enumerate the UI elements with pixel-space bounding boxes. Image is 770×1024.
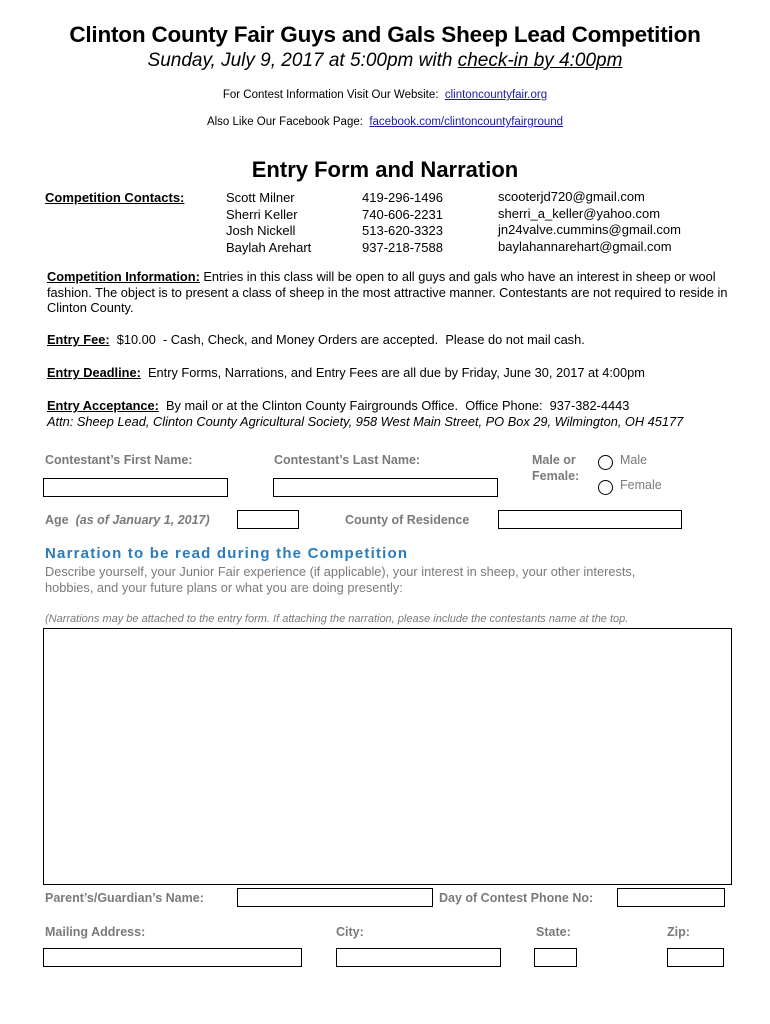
entry-attn: Attn: Sheep Lead, Clinton County Agricultural Society, 958 West Main Street, PO Box 29, Wilmington, OH 45177	[47, 414, 684, 429]
contact-email: baylahannarehart@gmail.com	[498, 238, 672, 254]
checkin-time: check-in by 4:00pm	[457, 50, 623, 71]
entry-acceptance	[47, 398, 737, 414]
page-title: Clinton County Fair Guys and Gals Sheep Lead Competition	[69, 22, 701, 47]
city-field[interactable]	[336, 948, 501, 967]
website-line	[0, 89, 770, 101]
last-name-label: Contestant’s Last Name:	[274, 453, 421, 467]
contacts-label: Competition Contacts:	[45, 190, 185, 205]
first-name-field[interactable]	[43, 478, 228, 497]
zip-label: Zip:	[667, 925, 690, 939]
contact-name: Baylah Arehart	[226, 239, 312, 255]
competition-info	[47, 269, 737, 316]
state-field[interactable]	[534, 948, 577, 967]
county-field[interactable]	[498, 510, 682, 529]
narration-textarea[interactable]	[43, 628, 732, 885]
entry-fee	[47, 332, 737, 348]
guardian-label: Parent’s/Guardian’s Name:	[45, 891, 204, 905]
contact-phone: 937-218-7588	[362, 239, 443, 255]
contact-emails	[498, 189, 681, 255]
county-label: County of Residence	[345, 513, 470, 527]
first-name-label: Contestant’s First Name:	[45, 453, 193, 467]
age-label	[45, 513, 210, 527]
age-note: (as of January 1, 2017)	[75, 513, 210, 527]
last-name-field[interactable]	[273, 478, 498, 497]
facebook-label: Also Like Our Facebook Page:	[206, 116, 363, 128]
entry-acceptance-label: Entry Acceptance:	[47, 398, 159, 413]
zip-field[interactable]	[667, 948, 724, 967]
age-field[interactable]	[237, 510, 299, 529]
address-label: Mailing Address:	[45, 925, 146, 939]
contact-phone: 740-606-2231	[362, 206, 443, 222]
contact-email: scooterjd720@gmail.com	[498, 189, 645, 204]
form-heading: Entry Form and Narration	[251, 157, 519, 182]
entry-acceptance-text: By mail or at the Clinton County Fairgrounds Office. Office Phone: 937-382-4443	[158, 398, 630, 413]
contact-name: Sherri Keller	[226, 206, 298, 222]
contact-phones	[362, 190, 443, 256]
entry-deadline-text: Entry Forms, Narrations, and Entry Fees are all due by Friday, June 30, 2017 at 4:00pm	[140, 365, 645, 380]
contest-phone-field[interactable]	[617, 888, 725, 907]
narration-description: Describe yourself, your Junior Fair experience (if applicable), your interest in sheep, your other interests, hobbies, and your future plans or what you are doing presently:	[45, 564, 636, 595]
female-radio[interactable]	[598, 480, 613, 495]
contact-name: Scott Milner	[226, 190, 295, 205]
contact-phone: 513-620-3323	[362, 223, 443, 238]
event-date-text: Sunday, July 9, 2017 at 5:00pm with	[147, 50, 458, 71]
guardian-field[interactable]	[237, 888, 433, 907]
contact-email: sherri_a_keller@yahoo.com	[498, 205, 661, 221]
contact-name: Josh Nickell	[226, 223, 296, 238]
address-field[interactable]	[43, 948, 302, 967]
website-link[interactable]: clintoncountyfair.org	[444, 89, 548, 101]
entry-deadline-label: Entry Deadline:	[47, 365, 141, 380]
male-radio[interactable]	[598, 455, 613, 470]
city-label: City:	[336, 925, 364, 939]
entry-deadline	[47, 365, 737, 381]
contact-phone: 419-296-1496	[362, 190, 443, 205]
website-label: For Contest Information Visit Our Website:	[222, 89, 439, 101]
age-label-text: Age	[45, 513, 69, 527]
male-radio-label: Male	[620, 453, 648, 467]
state-label: State:	[536, 925, 571, 939]
entry-fee-text: $10.00 - Cash, Check, and Money Orders are accepted. Please do not mail cash.	[109, 332, 585, 347]
contest-phone-label: Day of Contest Phone No:	[439, 891, 594, 905]
contact-names	[226, 190, 311, 256]
female-radio-label: Female	[620, 478, 662, 492]
facebook-line	[0, 116, 770, 128]
male-or-label: Male or	[532, 453, 576, 467]
facebook-link[interactable]: facebook.com/clintoncountyfairground	[369, 116, 564, 128]
female-colon-label: Female:	[532, 469, 580, 483]
competition-info-text: Entries in this class will be open to all guys and gals who have an interest in sheep or wool fashion. The object is to present a class of sheep in the most attractive manner. Contestants are not required to reside in Clinton County.	[47, 269, 728, 315]
contact-email: jn24valve.cummins@gmail.com	[498, 222, 681, 237]
entry-fee-label: Entry Fee:	[47, 332, 110, 347]
narration-heading: Narration to be read during the Competition	[45, 545, 409, 562]
competition-info-label: Competition Information:	[47, 269, 200, 284]
event-date	[0, 50, 770, 72]
narration-note: (Narrations may be attached to the entry form. If attaching the narration, please include the contestants name at the top.	[45, 613, 629, 625]
